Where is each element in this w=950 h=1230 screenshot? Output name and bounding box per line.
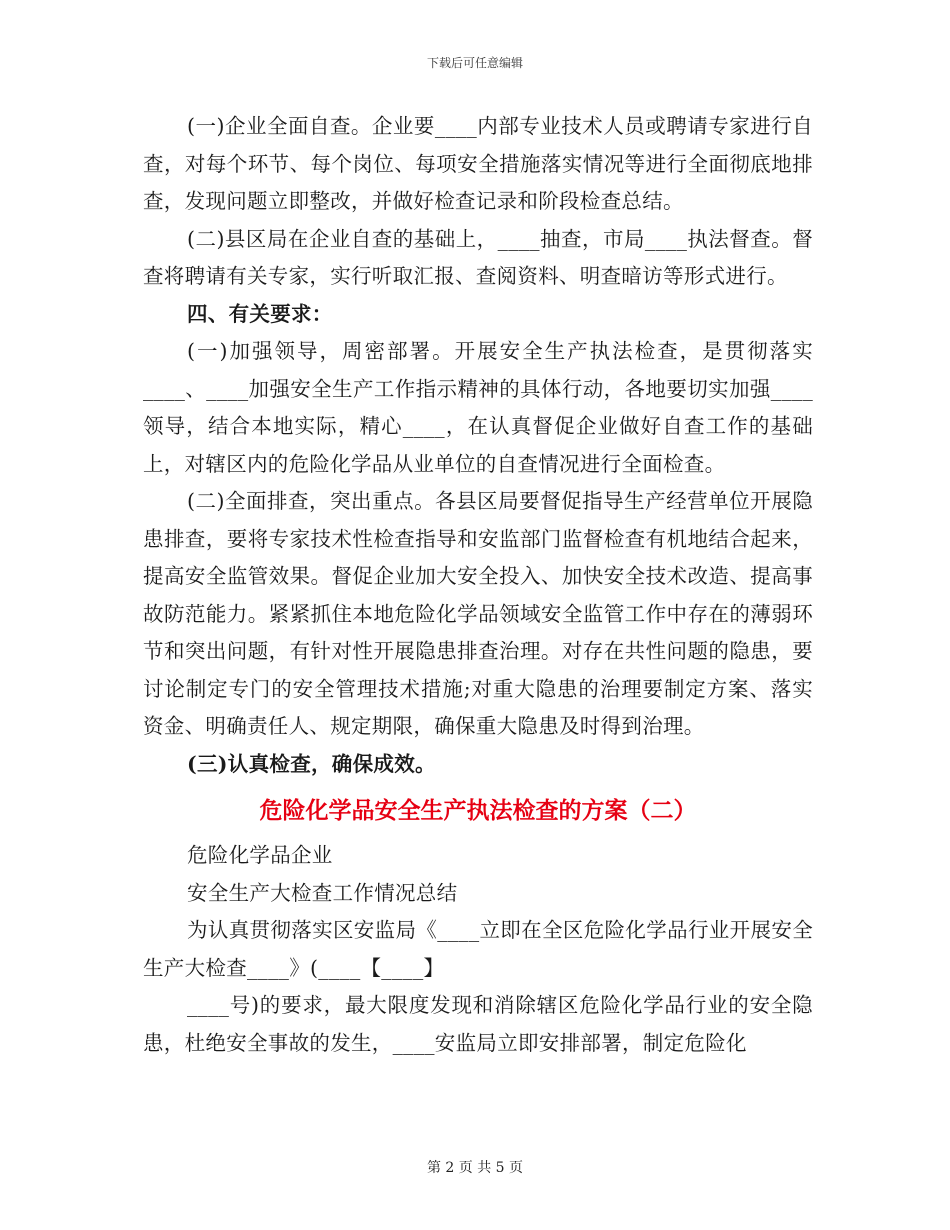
paragraph-summary-title: 安全生产大检查工作情况总结 [187, 880, 458, 905]
paragraph-requirements-ref: ____号)的要求，最大限度发现和消除辖区危险化学品行业的安全隐患，杜绝安全事故的发生，____安监局立即安排部署，制定危险化 [143, 993, 813, 1055]
page-footer: 第 2 页 共 5 页 [426, 1160, 524, 1176]
paragraph-leadership: (一)加强领导，周密部署。开展安全生产执法检查，是贯彻落实____、____加强安全生产工作指示精神的具体行动，各地要切实加强____领导，结合本地实际，精心____，在认真督促企业做好自查工作的基础上，对辖区内的危险化学品从业单位的自查情况进行全面检查。 [143, 339, 813, 476]
section-heading-requirements: 四、有关要求： [187, 301, 333, 326]
page-header: 下载后可任意编辑 [426, 56, 523, 70]
document-title: 危险化学品安全生产执法检查的方案（二） [259, 797, 697, 824]
paragraph-county-inspection: (二)县区局在企业自查的基础上，____抽查，市局____执法督查。督查将聘请有关专家，实行听取汇报、查阅资料、明查暗访等形式进行。 [143, 226, 813, 288]
paragraph-thorough-check: (二)全面排查，突出重点。各县区局要督促指导生产经营单位开展隐患排查，要将专家技术性检查指导和安监部门监督检查有机地结合起来，提高安全监管效果。督促企业加大安全投入、加快安全技术改造、提高事故防范能力。紧紧抓住本地危险化学品领域安全监管工作中存在的薄弱环节和突出问题，有针对性开展隐患排查治理。对存在共性问题的隐患，要讨论制定专门的安全管理技术措施;对重大隐患的治理要制定方案、落实资金、明确责任人、规定期限，确保重大隐患及时得到治理。 [143, 489, 813, 738]
paragraph-effectiveness: (三)认真检查，确保成效。 [187, 751, 436, 776]
document-body [143, 108, 813, 1062]
paragraph-implementation: 为认真贯彻落实区安监局《____立即在全区危险化学品行业开展安全生产大检查____》(____【____】 [143, 918, 813, 980]
paragraph-self-inspection: (一)企业全面自查。企业要____内部专业技术人员或聘请专家进行自查，对每个环节、每个岗位、每项安全措施落实情况等进行全面彻底地排查，发现问题立即整改，并做好检查记录和阶段检查总结。 [143, 114, 813, 213]
paragraph-enterprise: 危险化学品企业 [187, 843, 333, 867]
